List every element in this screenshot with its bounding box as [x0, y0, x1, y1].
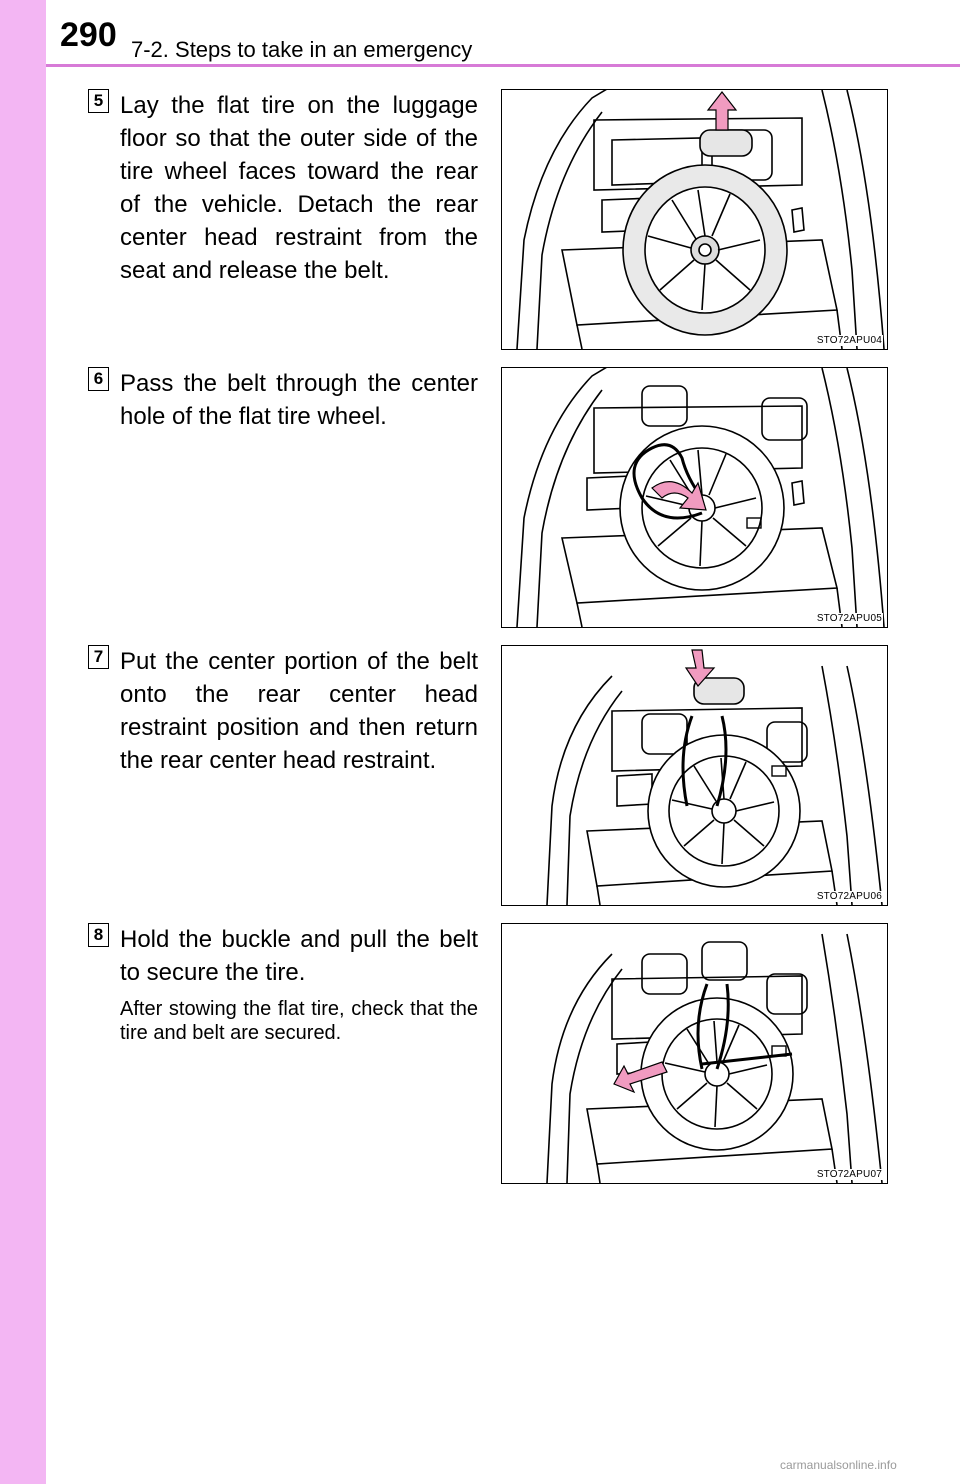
- figure-code: STO72APU07: [816, 1169, 882, 1180]
- step-number-badge: 5: [88, 89, 109, 113]
- step-figure: [501, 367, 888, 628]
- step-note: After stowing the flat tire, check that the tire and belt are secured.: [120, 998, 478, 1044]
- step-figure: [501, 645, 888, 906]
- step-number-badge: 6: [88, 367, 109, 391]
- step-instruction: Hold the buckle and pull the belt to secure the tire.: [120, 926, 478, 986]
- step-instruction: Pass the belt through the center hole of the flat tire wheel.: [120, 370, 478, 430]
- figure-code: STO72APU06: [816, 891, 882, 902]
- chapter-sidebar-tab: [0, 0, 46, 1484]
- step-instruction: Lay the flat tire on the luggage floor so that the outer side of the tire wheel faces toward the rear of the vehicle. Detach the rear center head restraint from the seat and release the belt.: [120, 92, 478, 284]
- head-restraint-icon: [700, 130, 752, 156]
- arrow-up-icon: [708, 92, 736, 130]
- page-header: [46, 0, 960, 66]
- step-6: [88, 367, 888, 629]
- section-title: 7-2. Steps to take in an emergency: [131, 37, 473, 62]
- watermark-footer: carmanualsonline.info: [780, 1458, 897, 1472]
- step-number-badge: 8: [88, 923, 109, 947]
- step-7: [88, 645, 888, 907]
- figure-code: STO72APU04: [816, 335, 882, 346]
- step-number-badge: 7: [88, 645, 109, 669]
- trunk-illustration: [502, 646, 887, 905]
- header-rule: [46, 64, 960, 67]
- figure-code: STO72APU05: [816, 613, 882, 624]
- trunk-illustration: [502, 924, 887, 1183]
- page-number: 290: [60, 16, 117, 54]
- trunk-illustration: [502, 368, 887, 627]
- step-figure: [501, 923, 888, 1184]
- step-figure: [501, 89, 888, 350]
- step-instruction: Put the center portion of the belt onto the rear center head restraint position and then return the rear center head restraint.: [120, 648, 478, 774]
- step-5: [88, 89, 888, 351]
- step-8: [88, 923, 888, 1187]
- trunk-illustration: [502, 90, 887, 349]
